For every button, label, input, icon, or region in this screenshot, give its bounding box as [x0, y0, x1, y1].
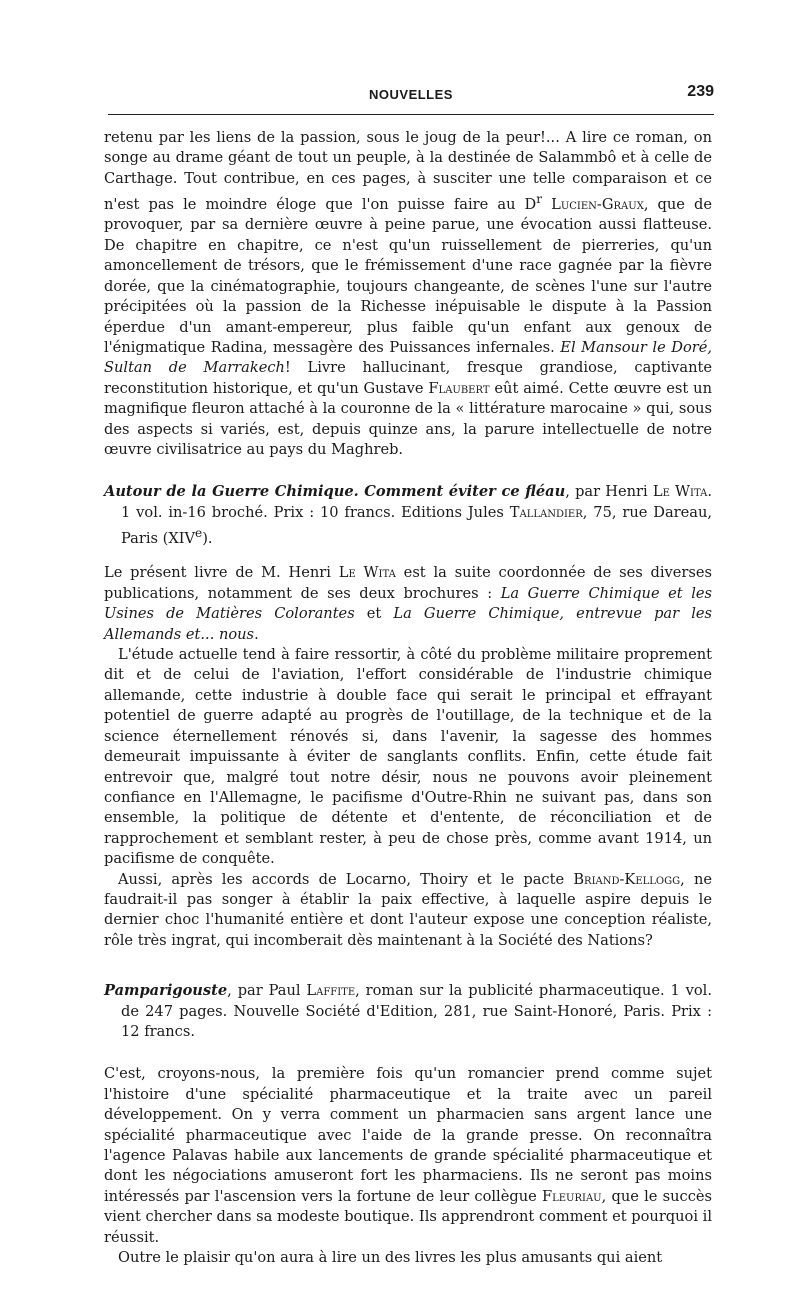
- text-run: eût aimé. Cette œuvre est un magnifique fleuron attaché à la couronne de la « littérature marocaine » qui, sous des aspects si variés, est, depuis quinze ans, la parure intellectuelle de notre œuvre civilisatrice au pays du Maghreb.: [104, 379, 712, 458]
- text-run: , par Henri: [565, 483, 653, 501]
- author-name: Flaubert: [428, 379, 490, 397]
- paragraph-chemical-industry: L'étude actuelle tend à faire ressortir, à côté du problème militaire proprement dit et de celui de l'aviation, l'effort considérable de l'industrie chimique allemande, cette industrie à double face qui serait le principal et effrayant potentiel de guerre adapté au progrès de l'outillage, de la technique et de la science éternellement rénovés si, dans l'avenir, la sagesse des hommes demeurait impuissante à éviter de sanglants conflits. Enfin, cette étude fait entrevoir que, malgré tout notre désir, nous ne pouvons avoir pleinement confiance en l'Allemagne, le pacifisme d'Outre-Rhin ne suivant pas, dans son ensemble, la politique de détente et d'entente, de réconciliation et de rapprochement et semblant rester, à peu de chose près, comme avant 1914, un pacifisme de conquête.: [104, 646, 712, 868]
- text-run: , 75, rue Dareau, Paris (XIV: [121, 503, 712, 548]
- page-body: [104, 128, 712, 1268]
- text-run: , ne faudrait-il pas songer à établir la paix effective, à laquelle aspire depuis le dernier choc l'humanité entière et dont l'auteur expose une conception réaliste, rôle très ingrat, qui incomberait dès maintenant à la Société des Nations?: [104, 870, 712, 949]
- text-run: . 1 vol. in-16 broché. Prix : 10 francs. Editions Jules: [121, 483, 712, 521]
- character-name: Fleuriau: [541, 1187, 602, 1205]
- text-run: , par Paul: [227, 982, 307, 1000]
- author-name: Lucien-Graux: [551, 196, 644, 214]
- pact-name: Briand-Kellogg: [573, 870, 681, 888]
- text-run: , que le succès vient chercher dans sa modeste boutique. Ils apprendront comment et pourquoi il réussit.: [104, 1187, 712, 1246]
- author-name: Le Wita: [652, 483, 708, 501]
- text-run: retenu par les liens de la passion, sous le joug de la peur!... A lire ce roman, on songe au drame géant de tout un peuple, à la destinée de Salammbô et à celle de Carthage. Tout contribue, en ces pages, à susciter une telle comparaison et ce n'est pas le moindre éloge que l'on puisse faire au D: [104, 129, 712, 214]
- text-run: C'est, croyons-nous, la première fois qu'un romancier prend comme sujet l'histoire d'une spécialité pharmaceutique et la traite avec un pareil développement. On y verra comment un pharmacien sans argent lance une spécialité pharmaceutique avec l'aide de la grande presse. On reconnaîtra l'agence Palavas habile aux lancements de grande spécialité pharmaceutique et dont les négociations amuseront fort les pharmaciens. Ils ne seront pas moins intéressés par l'ascension vers la fortune de leur collègue: [104, 1065, 712, 1205]
- header-rule: [108, 114, 714, 115]
- text-run: Aussi, après les accords de Locarno, Thoiry et le pacte: [118, 870, 574, 888]
- text-run: Le présent livre de M. Henri: [104, 564, 339, 582]
- paragraph-pamparigouste-review: [104, 1064, 712, 1248]
- text-run: ).: [202, 530, 213, 548]
- author-name: Le Wita: [338, 564, 396, 582]
- book-title: Pamparigouste: [104, 982, 228, 1000]
- text-run: .: [254, 625, 259, 643]
- bibliographic-entry-le-wita: [104, 482, 712, 549]
- brochure-title: La Guerre Chimique, entrevue par les Allemands et... nous: [104, 605, 713, 643]
- text-run: , que de provoquer, par sa dernière œuvre à peine parue, une évocation aussi flatteuse. De chapitre en chapitre, ce n'est qu'un ruissellement de pierreries, qu'un amoncellement de trésors, que le frémissement d'une race gagnée par la fièvre dorée, que la cinématographie, toujours changeante, de scènes l'une sur l'autre précipitées où la passion de la Richesse inépuisable le dispute à la Passion éperdue d'un amant-empereur, plus faible qu'un enfant aux genoux de l'énigmatique Radina, messagère des Puissances infernales.: [104, 196, 712, 356]
- text-run: est la suite coordonnée de ses diverses publications, notamment de ses deux brochures :: [104, 564, 712, 602]
- page-header: [108, 82, 714, 108]
- paragraph-le-wita-intro: [104, 563, 712, 645]
- publisher-name: Tallandier: [509, 503, 583, 521]
- superscript: r: [536, 192, 543, 207]
- bibliographic-entry-pamparigouste: [104, 981, 712, 1042]
- text-run: , roman sur la publicité pharmaceutique. 1 vol. de 247 pages. Nouvelle Société d'Edition, 281, rue Saint-Honoré, Paris. Prix : 12 francs.: [121, 982, 712, 1040]
- page-number: 239: [687, 83, 714, 100]
- text-run: ! Livre hallucinant, fresque grandiose, captivante reconstitution historique, et qu'un Gustave: [104, 359, 712, 397]
- paragraph-locarno: [104, 870, 712, 952]
- paragraph-lucien-graux-review: [104, 128, 712, 460]
- brochure-title: La Guerre Chimique et les Usines de Matières Colorantes: [104, 584, 713, 623]
- author-name: Laffite: [306, 982, 356, 1000]
- superscript: e: [195, 526, 203, 541]
- paragraph-final: Outre le plaisir qu'on aura à lire un des livres les plus amusants qui aient: [118, 1249, 663, 1267]
- book-title: Autour de la Guerre Chimique. Comment éviter ce fléau: [104, 483, 566, 501]
- text-run: et: [354, 605, 394, 623]
- running-title: NOUVELLES: [369, 87, 453, 102]
- book-title: El Mansour le Doré, Sultan de Marrakech: [104, 338, 712, 377]
